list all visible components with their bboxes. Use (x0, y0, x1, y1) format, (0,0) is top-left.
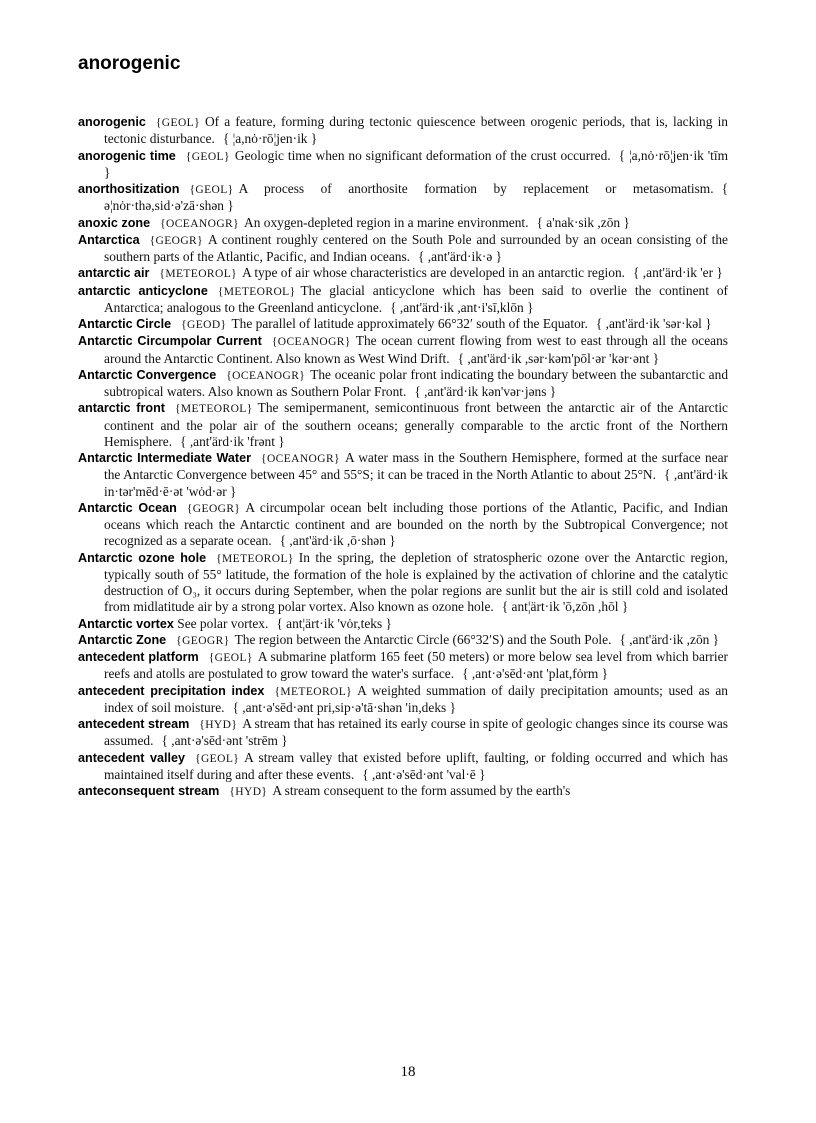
entry-definition: The parallel of latitude approximately 66°32′ south of the Equator. (231, 316, 588, 331)
page-number: 18 (400, 1064, 416, 1080)
entry (78, 683, 728, 717)
entry-term: anorogenic (78, 115, 146, 129)
pronunciation: { a'nak·sik ,zōn } (536, 214, 630, 230)
entry-definition: A circumpolar ocean belt including those portions of the Atlantic, Pacific, and Indian oceans which reach the Antarctic continent and are bounded on the north by the Subtropical Convergence; not recognized as a separate ocean. (104, 499, 728, 549)
field-label: {HYD} (229, 786, 268, 798)
entry-definition: In the spring, the depletion of stratospheric ozone over the Antarctic region, typically south of 55° latitude, the formation of the hole is explained by the activation of chlorine and the catalytic destruction of O₃, it occurs during September, when the polar regions are sunlit but the air is still cold and isolated from midlatitude air by a strong polar vortex. Also known as ozone hole. (104, 549, 728, 615)
pronunciation: { ,ant'ärd·ik·ə } (418, 249, 503, 264)
field-label: {GEOL} (208, 652, 253, 664)
entry-term: Antarctic Zone (78, 632, 167, 647)
entry-definition: A water mass in the Southern Hemisphere, formed at the surface near the Antarctic Convergence between 45° and 55°S; it can be traced in the North Atlantic to about 25°N. (104, 450, 728, 483)
entry-definition: A process of anorthosite formation by replacement or metasomatism. (238, 181, 714, 196)
entry (78, 316, 728, 333)
entry (78, 215, 728, 232)
entry-definition: The ocean current flowing from west to east through all the oceans around the Antarctic Continent. Also known as West Wind Drift. (104, 333, 729, 366)
pronunciation: { ,ant'ärd·ik ,zōn } (619, 631, 720, 647)
entry-term: Antarctic Convergence (78, 367, 217, 382)
pronunciation: { ,ant'ärd·ik 'er } (633, 265, 723, 281)
field-label: {GEOL} (195, 752, 240, 765)
entry-definition: See polar vortex. (177, 615, 269, 631)
entry-definition: An oxygen-depleted region in a marine environment. (244, 214, 529, 230)
entry (78, 550, 728, 616)
entry (78, 500, 728, 550)
pronunciation: { ,ant·ə'sēd·ənt 'strēm } (161, 733, 288, 749)
field-label: {METEOROL} (174, 403, 253, 416)
entry-definition: A weighted summation of daily precipitation amounts; used as an index of soil moisture. (104, 682, 728, 715)
pronunciation: { ,ant·ə'sēd·ənt 'plat,fȯrm } (462, 666, 609, 682)
pronunciation: { ə¦nȯr·thə,sid·ə'zā·shən } (104, 181, 728, 214)
entry-definition: The semipermanent, semicontinuous front between the antarctic air of the Antarctic continent and the polar air of the southern oceans; generally comparable to the arctic front of the Northern Hemisphere. (104, 400, 728, 449)
pronunciation: { ,ant'ärd·ik kən'vər·jəns } (414, 384, 557, 399)
entry-definition: The glacial anticyclone which has been said to overlie the continent of Antarctica; analogous to the Greenland anticyclone. (104, 282, 728, 315)
entry-term: anorogenic time (78, 148, 176, 163)
pronunciation: { ant¦ärt·ik 'vȯr,teks } (276, 615, 392, 631)
entry-term: antarctic anticyclone (78, 283, 208, 298)
pronunciation: { ,ant'ärd·ik in·tər'mēd·ē·ət 'wȯd·ər } (104, 467, 728, 499)
entry-term: antecedent platform (78, 650, 199, 664)
field-label: {METEOROL} (159, 268, 238, 281)
entry-term: Antarctic Circle (78, 317, 172, 331)
entry-definition: A type of air whose characteristics are developed in an antarctic region. (242, 265, 626, 281)
field-label: {GEOL} (189, 184, 234, 196)
field-label: {GEOGR} (149, 234, 204, 247)
entry-term: Antarctic Circumpolar Current (78, 334, 262, 349)
entry-list (78, 114, 728, 800)
field-label: {METEOROL} (274, 685, 353, 698)
field-label: {GEOD} (181, 319, 227, 331)
pronunciation: { ,ant'ärd·ik 'sər·kəl } (595, 316, 712, 331)
entry-term: Antarctic Ocean (78, 500, 177, 515)
entry (78, 232, 728, 266)
entry-term: antarctic front (78, 401, 165, 416)
entry-term: Antarctica (78, 232, 140, 247)
entry-term: antecedent stream (78, 717, 190, 731)
field-label: {GEOGR} (186, 502, 241, 515)
entry (78, 750, 728, 784)
field-label: {OCEANOGR} (226, 369, 306, 382)
field-label: {OCEANOGR} (271, 336, 351, 349)
entry-definition: The oceanic polar front indicating the boundary between the subantarctic and subtropical waters. Also known as Southern Polar Front. (104, 366, 729, 399)
entry (78, 649, 728, 683)
pronunciation: { ant¦ärt·ik 'ō,zōn ,hōl } (501, 599, 629, 615)
entry (78, 148, 728, 182)
entry-term: anorthositization (78, 182, 180, 196)
entry-term: anoxic zone (78, 215, 151, 230)
entry-definition: A continent roughly centered on the South Pole and surrounded by an ocean consisting of the southern parts of the Atlantic, Pacific, and Indian oceans. (104, 231, 728, 264)
pronunciation: { ,ant'ärd·ik ,ant·i'sī,klōn } (390, 299, 534, 315)
entry (78, 283, 728, 317)
entry-term: Antarctic vortex (78, 616, 174, 631)
entry-definition: A stream that has retained its early course in spite of geologic changes since its course was assumed. (104, 716, 728, 749)
guide-word: anorogenic (78, 53, 181, 74)
field-label: {METEOROL} (216, 552, 294, 565)
entry-definition: A submarine platform 165 feet (50 meters) or more below sea level from which barrier reefs and atolls are postulated to grow toward the water's surface. (104, 649, 728, 682)
pronunciation: { ,ant·ə'sēd·ənt 'val·ē } (362, 766, 486, 782)
field-label: {HYD} (199, 719, 238, 731)
field-label: {OCEANOGR} (160, 217, 240, 230)
entry (78, 114, 728, 148)
entry-definition: A stream valley that existed before uplift, faulting, or folding occurred and which has maintained itself during and after these events. (104, 749, 728, 782)
entry-definition: Geologic time when no significant deformation of the crust occurred. (234, 147, 611, 163)
entry-definition: The region between the Antarctic Circle (66°32′S) and the South Pole. (234, 631, 612, 647)
field-label: {OCEANOGR} (261, 453, 340, 465)
field-label: {METEOROL} (217, 285, 296, 298)
entry (78, 367, 728, 401)
entry (78, 400, 728, 450)
entry-term: antecedent valley (78, 750, 186, 765)
field-label: {GEOL} (185, 150, 230, 163)
pronunciation: { ,ant'ärd·ik ,ō·shən } (279, 533, 396, 549)
entry (78, 716, 728, 750)
entry (78, 450, 728, 500)
entry-term: anteconsequent stream (78, 784, 220, 798)
entry (78, 181, 728, 215)
entry-term: Antarctic ozone hole (78, 550, 207, 565)
pronunciation: { ,ant'ärd·ik ,sər·kəm'pōl·ər 'kər·ənt } (457, 350, 660, 366)
pronunciation: { ,ant·ə'sēd·ənt pri,sip·ə'tā·shən 'in,deks } (232, 699, 457, 715)
entry-definition: Of a feature, forming during tectonic quiescence between orogenic periods, that is, lacking in tectonic disturbance. (104, 114, 728, 147)
pronunciation: { ¦a,nȯ·rō¦jen·ik } (222, 131, 318, 147)
field-label: {GEOGR} (176, 634, 230, 647)
pronunciation: { ¦a,nȯ·rō¦jen·ik 'tīm } (104, 147, 728, 180)
pronunciation: { ,ant'ärd·ik 'frənt } (180, 433, 285, 449)
entry-term: antarctic air (78, 266, 150, 281)
entry-definition: A stream consequent to the form assumed by the earth's (272, 783, 571, 798)
entry (78, 333, 728, 367)
entry-term: antecedent precipitation index (78, 683, 265, 698)
entry (78, 783, 728, 800)
field-label: {GEOL} (155, 117, 200, 129)
entry (78, 265, 728, 282)
entry (78, 616, 728, 632)
entry (78, 632, 728, 649)
entry-term: Antarctic Intermediate Water (78, 451, 252, 465)
